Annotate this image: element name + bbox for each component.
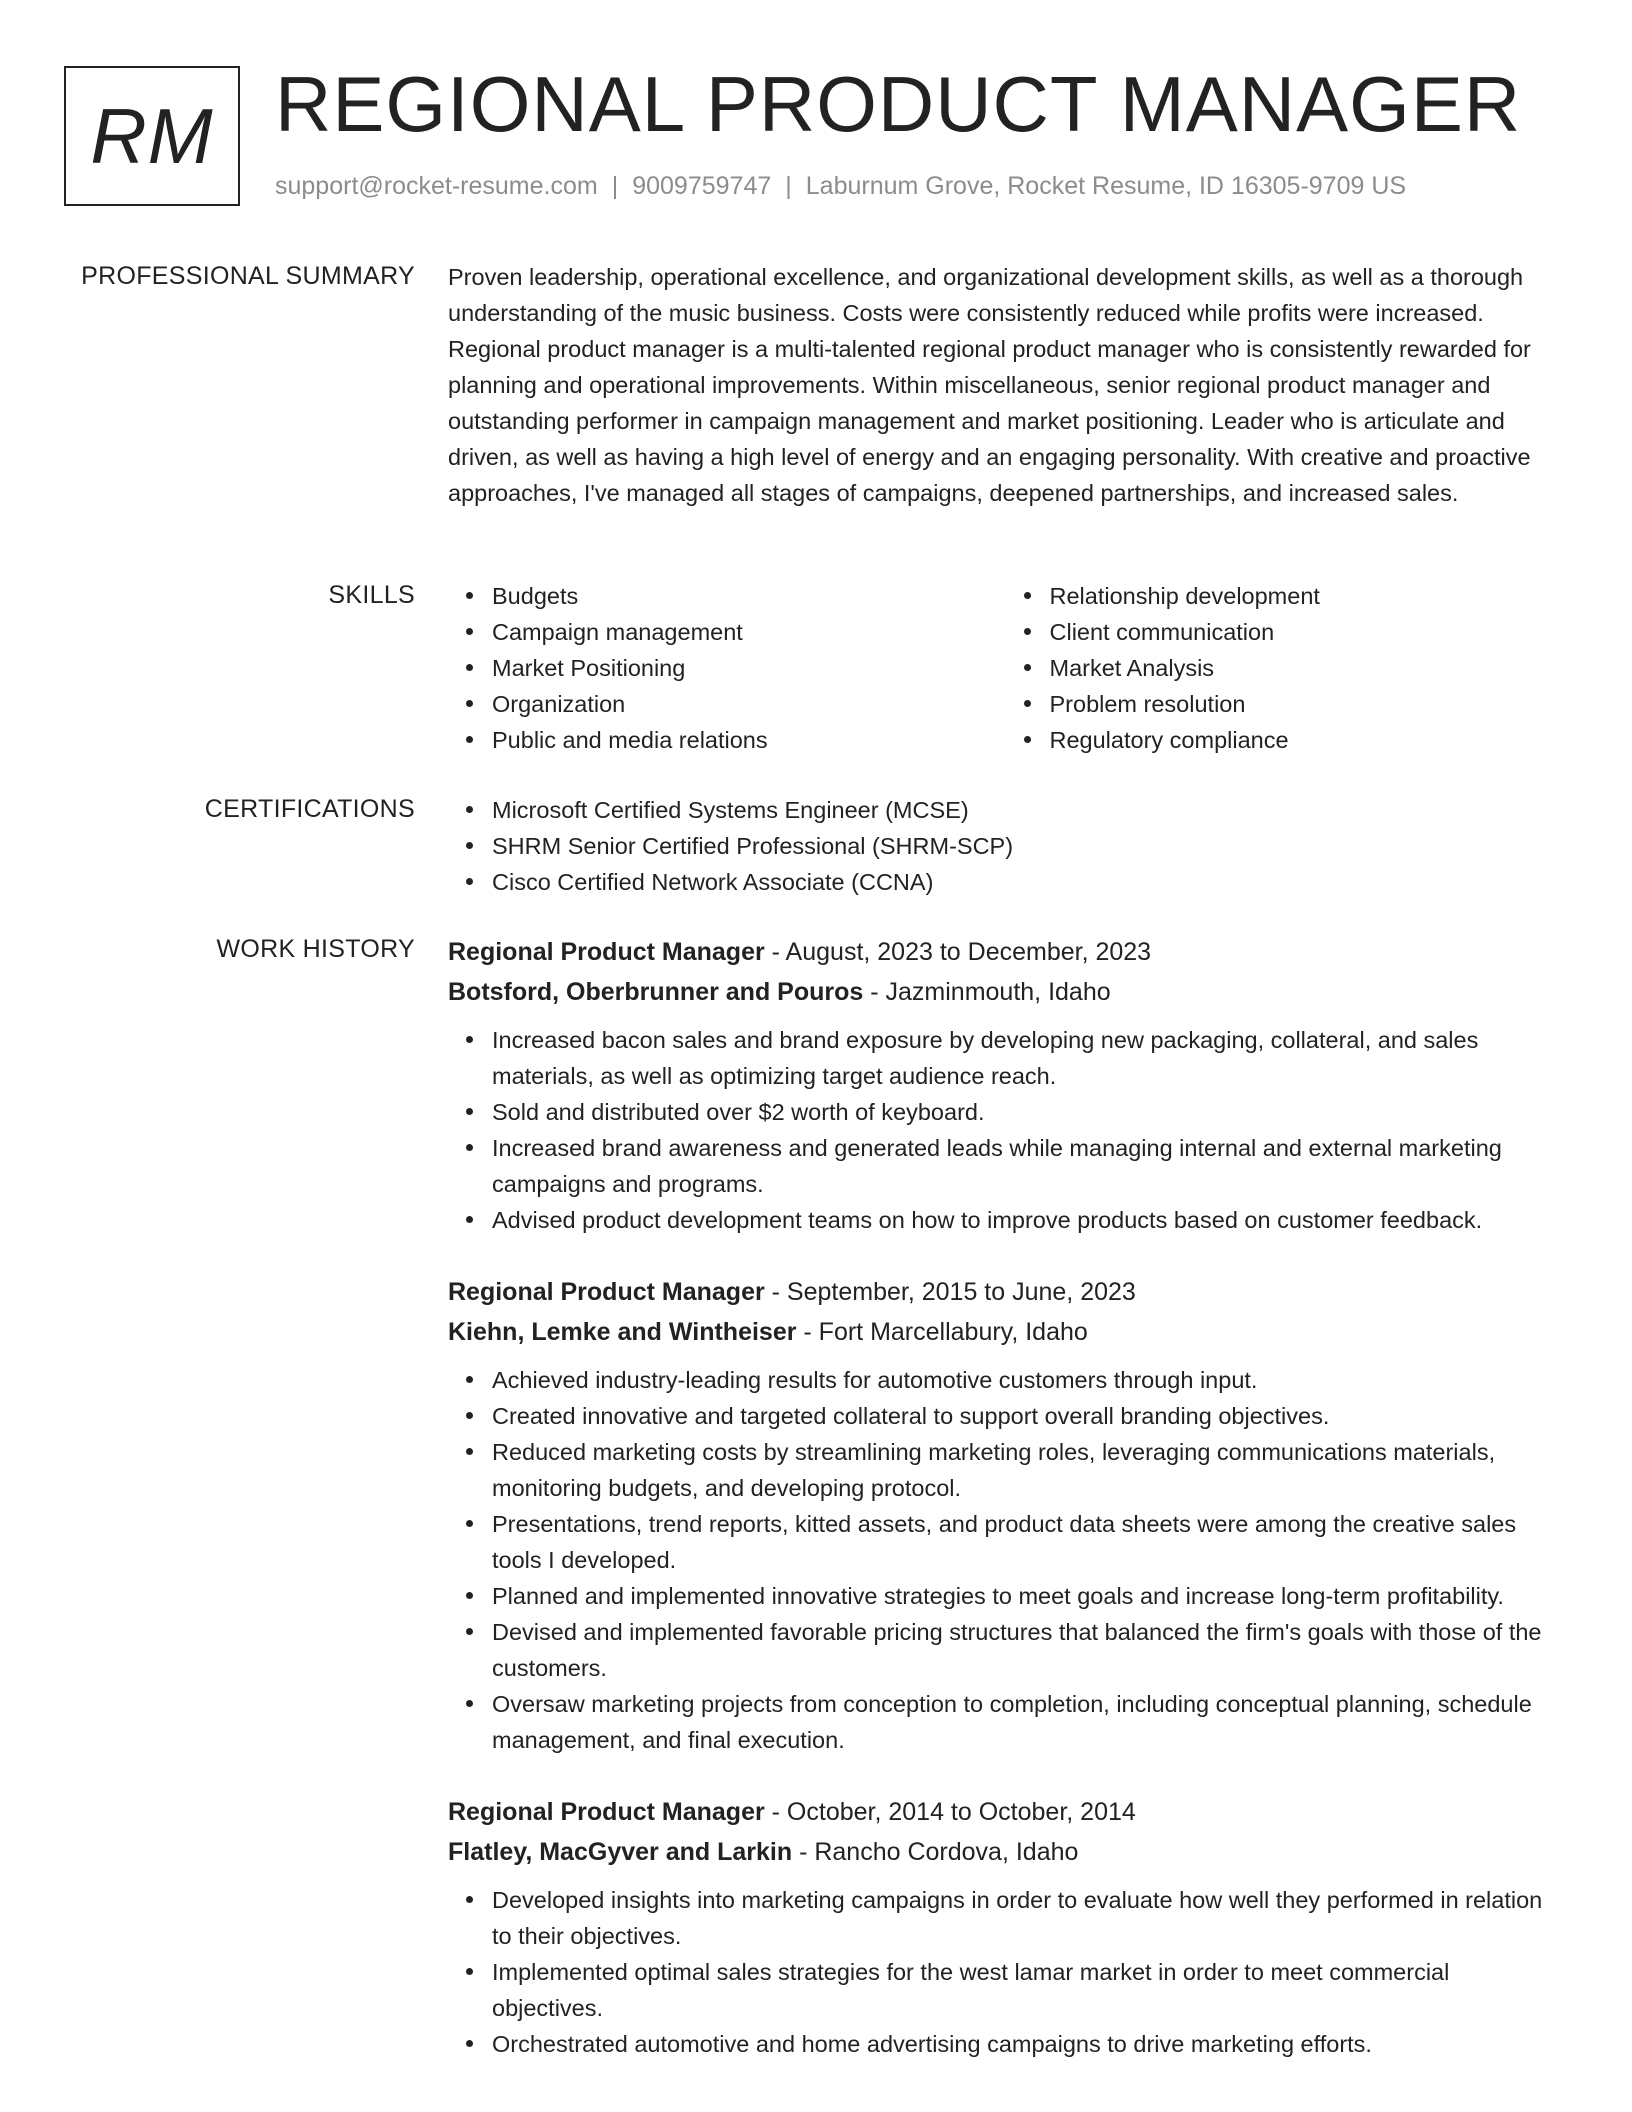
work-history-body: [448, 932, 1563, 2096]
job-bullet: Achieved industry-leading results for automotive customers through input.: [492, 1362, 1563, 1398]
job-entry: [448, 932, 1563, 1238]
skill-item: Budgets: [492, 578, 1006, 614]
job-company-line: [448, 972, 1563, 1012]
job-bullet: Presentations, trend reports, kitted assets, and product data sheets were among the creative sales tools I developed.: [492, 1506, 1563, 1578]
job-bullets: [448, 1362, 1563, 1758]
certifications-list: [448, 792, 1563, 900]
candidate-title: REGIONAL PRODUCT MANAGER: [275, 60, 1522, 148]
job-title-line: [448, 1792, 1563, 1832]
certification-item: Cisco Certified Network Associate (CCNA): [492, 864, 1563, 900]
section-title-certifications: CERTIFICATIONS: [204, 795, 415, 823]
job-bullet: Advised product development teams on how to improve products based on customer feedback.: [492, 1202, 1563, 1238]
job-role: Regional Product Manager: [448, 1278, 765, 1306]
summary-text: Proven leadership, operational excellence, and organizational development skills, as well as a thorough understanding of the music business. Costs were consistently reduced while profits were increased. Regional product manager is a multi-talented regional product manager who is consistently rewarded for planning and operational improvements. Within miscellaneous, senior regional product manager and outstanding performer in campaign management and market positioning. Leader who is articulate and driven, as well as having a high level of energy and an engaging personality. With creative and proactive approaches, I've managed all stages of campaigns, deepened partnerships, and increased sales.: [448, 264, 1531, 506]
skill-item: Public and media relations: [492, 722, 1006, 758]
job-role: Regional Product Manager: [448, 938, 765, 966]
section-title-work-history: WORK HISTORY: [216, 935, 415, 963]
job-title-line: [448, 932, 1563, 972]
job-company-line: [448, 1832, 1563, 1872]
job-location: - Fort Marcellabury, Idaho: [796, 1318, 1088, 1346]
skill-item: Relationship development: [1050, 578, 1564, 614]
job-entry: [448, 1792, 1563, 2062]
job-bullets: [448, 1022, 1563, 1238]
job-company: Flatley, MacGyver and Larkin: [448, 1838, 793, 1866]
skill-item: Market Positioning: [492, 650, 1006, 686]
contact-separator: |: [611, 172, 619, 200]
contact-email: support@rocket-resume.com: [275, 172, 598, 200]
contact-phone: 9009759747: [632, 172, 772, 200]
job-dates: - September, 2015 to June, 2023: [764, 1278, 1136, 1306]
skills-list-right: [1006, 578, 1564, 758]
contact-separator: |: [785, 172, 792, 200]
skill-item: Campaign management: [492, 614, 1006, 650]
job-company: Kiehn, Lemke and Wintheiser: [448, 1318, 797, 1346]
job-location: - Jazminmouth, Idaho: [863, 978, 1111, 1006]
skill-item: Market Analysis: [1050, 650, 1564, 686]
job-location: - Rancho Cordova, Idaho: [792, 1838, 1079, 1866]
job-bullet: Reduced marketing costs by streamlining marketing roles, leveraging communications materials, monitoring budgets, and developing protocol.: [492, 1434, 1563, 1506]
initials-monogram: RM: [64, 66, 240, 206]
section-title-skills: SKILLS: [328, 581, 415, 609]
job-bullet: Sold and distributed over $2 worth of keyboard.: [492, 1094, 1563, 1130]
resume-header: [64, 60, 1564, 210]
skill-item: Problem resolution: [1050, 686, 1564, 722]
job-bullets: [448, 1882, 1563, 2062]
skills-list-left: [448, 578, 1006, 758]
job-title-line: [448, 1272, 1563, 1312]
job-bullet: Implemented optimal sales strategies for the west lamar market in order to meet commercial objectives.: [492, 1954, 1563, 2026]
job-bullet: Devised and implemented favorable pricing structures that balanced the firm's goals with those of the customers.: [492, 1614, 1563, 1686]
certifications-body: [448, 792, 1563, 900]
job-bullet: Planned and implemented innovative strategies to meet goals and increase long-term profitability.: [492, 1578, 1563, 1614]
job-bullet: Increased bacon sales and brand exposure by developing new packaging, collateral, and sales materials, as well as optimizing target audience reach.: [492, 1022, 1563, 1094]
job-entry: [448, 1272, 1563, 1758]
job-dates: - August, 2023 to December, 2023: [764, 938, 1152, 966]
contact-line: [275, 172, 1406, 201]
certification-item: SHRM Senior Certified Professional (SHRM-SCP): [492, 828, 1563, 864]
job-company: Botsford, Oberbrunner and Pouros: [448, 978, 864, 1006]
skill-item: Organization: [492, 686, 1006, 722]
job-bullet: Created innovative and targeted collateral to support overall branding objectives.: [492, 1398, 1563, 1434]
section-title-summary: PROFESSIONAL SUMMARY: [81, 262, 415, 290]
job-company-line: [448, 1312, 1563, 1352]
skill-item: Regulatory compliance: [1050, 722, 1564, 758]
contact-address: Laburnum Grove, Rocket Resume, ID 16305-9709 US: [805, 172, 1407, 200]
skills-body: [448, 578, 1563, 758]
certification-item: Microsoft Certified Systems Engineer (MCSE): [492, 792, 1563, 828]
job-role: Regional Product Manager: [448, 1798, 765, 1826]
job-bullet: Oversaw marketing projects from conception to completion, including conceptual planning, schedule management, and final execution.: [492, 1686, 1563, 1758]
job-bullet: Orchestrated automotive and home advertising campaigns to drive marketing efforts.: [492, 2026, 1563, 2062]
summary-body: [448, 259, 1563, 511]
job-dates: - October, 2014 to October, 2014: [764, 1798, 1136, 1826]
job-bullet: Increased brand awareness and generated leads while managing internal and external marketing campaigns and programs.: [492, 1130, 1563, 1202]
skill-item: Client communication: [1050, 614, 1564, 650]
job-bullet: Developed insights into marketing campaigns in order to evaluate how well they performed in relation to their objectives.: [492, 1882, 1563, 1954]
